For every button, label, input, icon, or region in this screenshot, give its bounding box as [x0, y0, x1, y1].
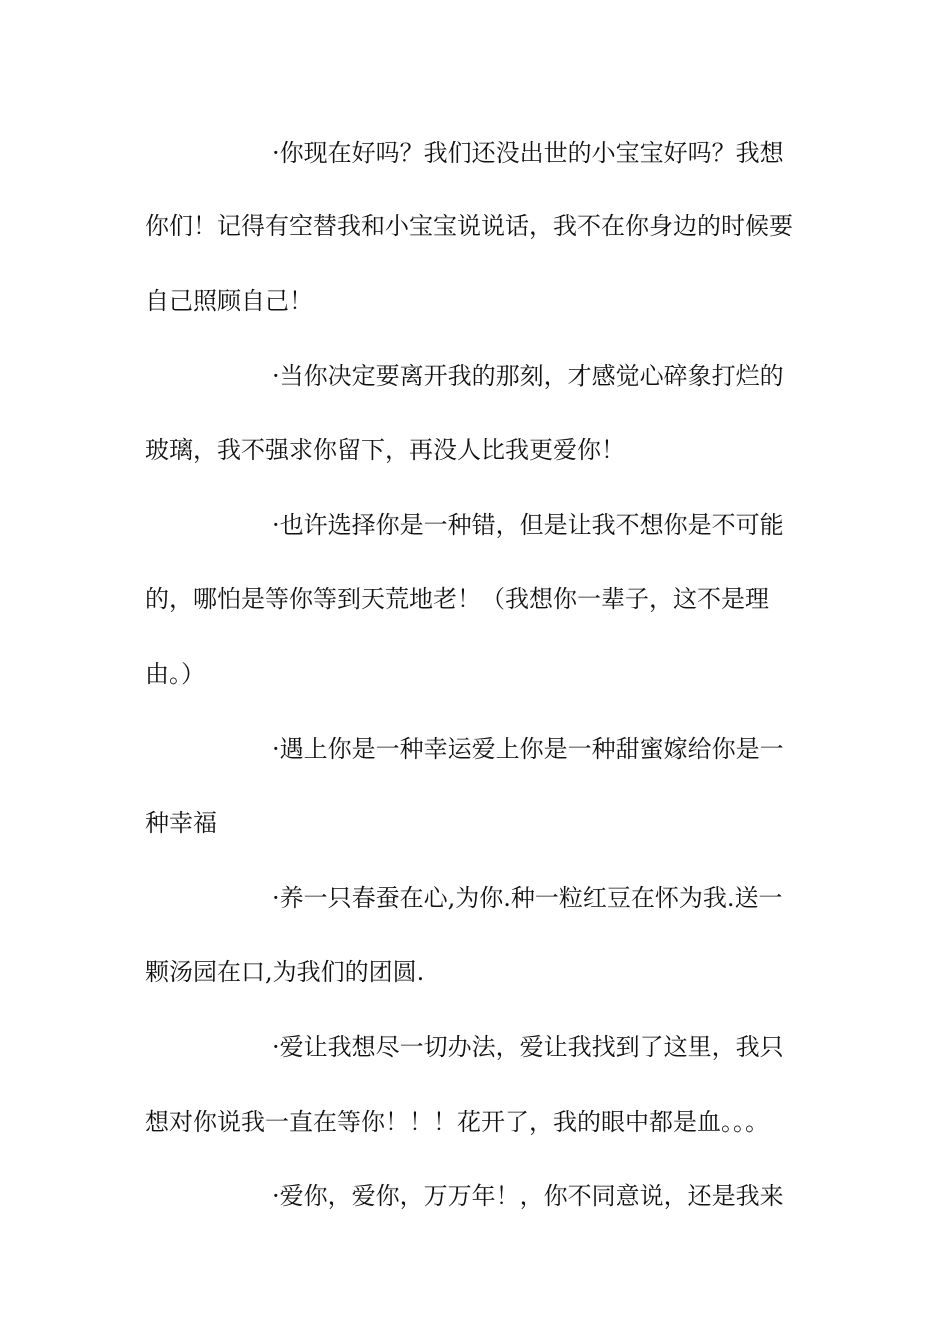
paragraph-line: ·爱让我想尽一切办法，爱让我找到了这里，我只 — [272, 1033, 784, 1061]
paragraph-line: 想对你说我一直在等你！！！花开了，我的眼中都是血。。。 — [145, 1108, 769, 1136]
paragraph-line: 的，哪怕是等你等到天荒地老！（我想你一辈子，这不是理 — [145, 585, 769, 613]
paragraph-line: ·遇上你是一种幸运爱上你是一种甜蜜嫁给你是一 — [272, 735, 784, 763]
paragraph-line: 颗汤园在口,为我们的团圆. — [145, 958, 425, 986]
paragraph-line: ·爱你，爱你，万万年！，你不同意说，还是我来 — [272, 1182, 784, 1210]
paragraph-line: 你们！记得有空替我和小宝宝说说话，我不在你身边的时候要 — [145, 212, 793, 240]
paragraph-line: ·当你决定要离开我的那刻，才感觉心碎象打烂的 — [272, 362, 784, 390]
paragraph-line: ·你现在好吗？我们还没出世的小宝宝好吗？我想 — [272, 139, 784, 167]
paragraph-line: 种幸福 — [145, 809, 217, 837]
paragraph-line: 自己照顾自己！ — [145, 287, 313, 315]
paragraph-line: 玻璃，我不强求你留下，再没人比我更爱你！ — [145, 436, 625, 464]
paragraph-line: ·也许选择你是一种错，但是让我不想你是不可能 — [272, 511, 784, 539]
paragraph-line: 由。） — [145, 660, 205, 688]
paragraph-line: ·养一只春蚕在心,为你.种一粒红豆在怀为我.送一 — [272, 884, 783, 912]
